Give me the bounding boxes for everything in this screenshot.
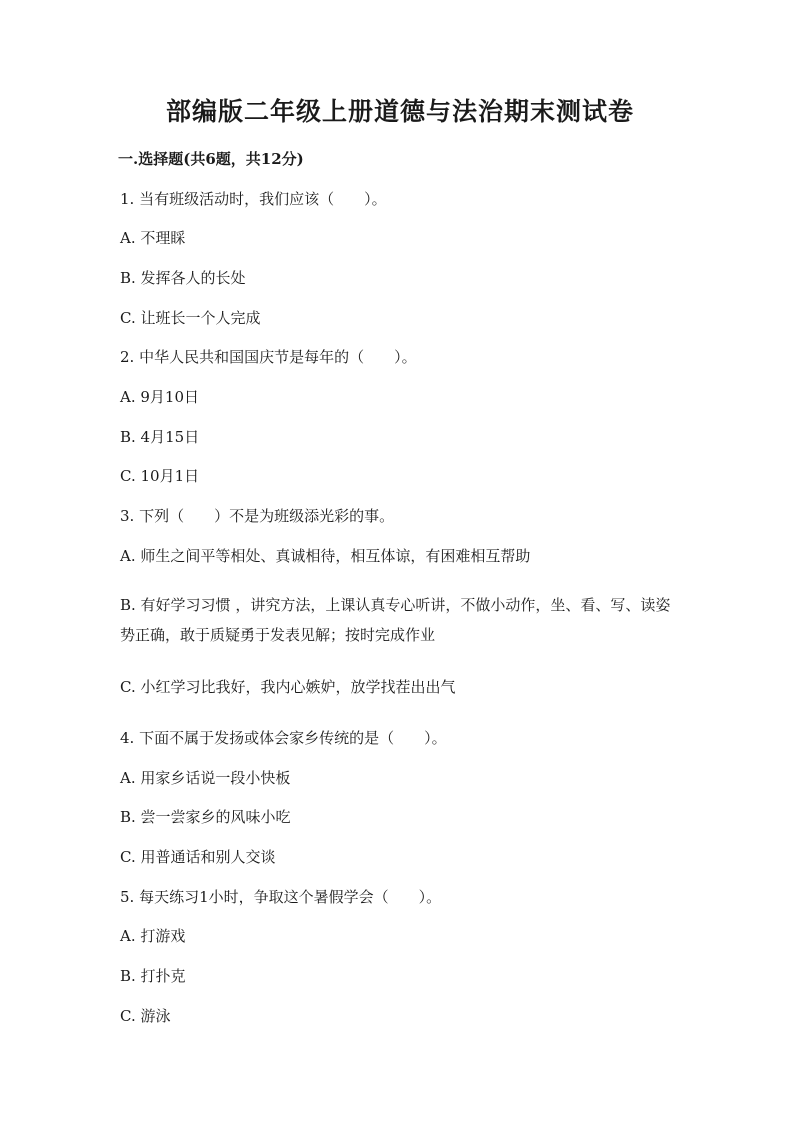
question-5-option-a: A. 打游戏 [120, 927, 186, 945]
question-2-option-b: B. 4月15日 [120, 428, 200, 446]
question-3-stem: 3. 下列（ ）不是为班级添光彩的事。 [120, 507, 395, 525]
question-2-option-a: A. 9月10日 [120, 388, 199, 406]
question-1-option-b: B. 发挥各人的长处 [120, 269, 246, 287]
question-1-option-a: A. 不理睬 [120, 229, 186, 247]
question-4-option-a: A. 用家乡话说一段小快板 [120, 769, 291, 787]
question-4-stem: 4. 下面不属于发扬或体会家乡传统的是（ ）。 [120, 729, 447, 747]
question-2-option-c: C. 10月1日 [120, 467, 200, 485]
question-4-option-b: B. 尝一尝家乡的风味小吃 [120, 808, 291, 826]
question-2-stem: 2. 中华人民共和国国庆节是每年的（ ）。 [120, 348, 417, 366]
question-4-option-c: C. 用普通话和别人交谈 [120, 848, 276, 866]
question-3-option-a: A. 师生之间平等相处、真诚相待，相互体谅，有困难相互帮助 [120, 547, 531, 565]
question-3-option-c: C. 小红学习比我好，我内心嫉妒，放学找茬出出气 [120, 678, 456, 696]
question-5-option-b: B. 打扑克 [120, 967, 186, 985]
question-5-option-c: C. 游泳 [120, 1007, 171, 1025]
question-1-stem: 1. 当有班级活动时，我们应该（ ）。 [120, 190, 387, 208]
question-3-option-b: B. 有好学习习惯 ，讲究方法，上课认真专心听讲，不做小动作，坐、看、写、读姿势正确，敢于质疑勇于发表见解；按时完成作业 [120, 596, 671, 644]
section-heading: 一.选择题(共6题，共12分) [118, 150, 304, 168]
exam-title: 部编版二年级上册道德与法治期末测试卷 [165, 97, 634, 126]
question-5-stem: 5. 每天练习1小时，争取这个暑假学会（ ）。 [120, 888, 442, 906]
question-1-option-c: C. 让班长一个人完成 [120, 309, 261, 327]
